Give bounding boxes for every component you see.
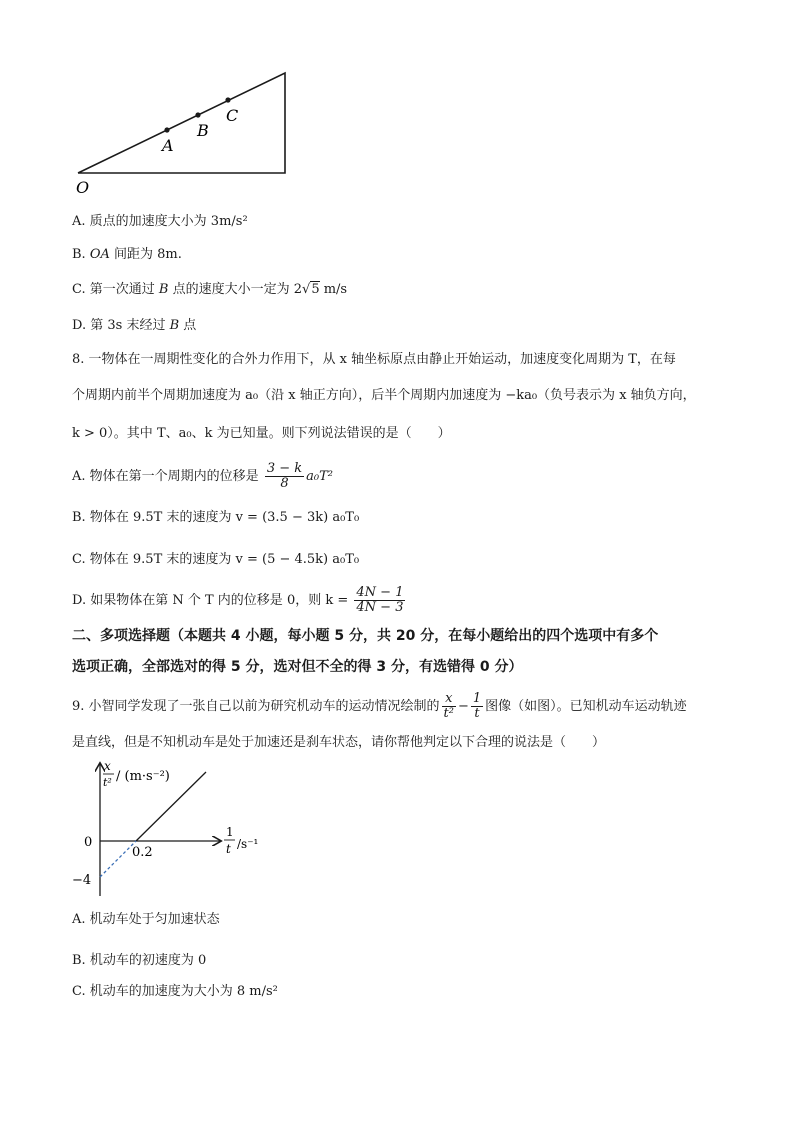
incline-figure bbox=[70, 66, 300, 198]
q8-option-a bbox=[72, 460, 333, 494]
option-text: 机动车的加速度为大小为 8 m/s² bbox=[89, 984, 278, 999]
x-label-den: t bbox=[226, 842, 231, 856]
label-o: O bbox=[76, 178, 90, 197]
y-label-den: t² bbox=[103, 776, 112, 789]
option-text: 机动车的初速度为 0 bbox=[89, 953, 207, 968]
x-label-unit: /s⁻¹ bbox=[237, 837, 259, 851]
label-a: A bbox=[162, 136, 174, 155]
option-letter: D. bbox=[72, 593, 87, 608]
variable: OA bbox=[89, 247, 110, 262]
option-letter: D. bbox=[72, 318, 87, 333]
section-heading-line2: 选项正确，全部选对的得 5 分，选对但不全的得 3 分，有选错得 0 分） bbox=[72, 659, 523, 675]
q8-stem-line1: 8. 一物体在一周期性变化的合外力作用下，从 x 轴坐标原点由静止开始运动，加速度变化周期为 T，在每 bbox=[72, 352, 676, 367]
q9-option-c bbox=[72, 982, 278, 1002]
origin-label: 0 bbox=[84, 835, 93, 850]
fraction: $\frac{1}{t}$ bbox=[472, 691, 482, 721]
label-b: B bbox=[197, 121, 209, 140]
option-letter: B. bbox=[72, 510, 86, 525]
option-text: 间距为 8m. bbox=[109, 247, 182, 262]
option-text: a₀T² bbox=[306, 469, 333, 484]
option-letter: A. bbox=[72, 469, 86, 484]
point-b bbox=[195, 112, 200, 117]
point-c bbox=[225, 97, 230, 102]
xt-graph bbox=[70, 756, 270, 901]
fraction: $\frac{4N - 1}{4N - 3}$ bbox=[356, 585, 404, 615]
option-text: 机动车处于匀加速状态 bbox=[89, 912, 220, 927]
option-letter: A. bbox=[72, 214, 86, 229]
unit: m/s bbox=[319, 282, 348, 297]
q8-stem-line3: k > 0）。其中 T、a₀、k 为已知量。则下列说法错误的是（ ） bbox=[72, 426, 451, 441]
variable: B bbox=[158, 282, 169, 297]
q8-option-d bbox=[72, 584, 407, 618]
x-intercept-label: 0.2 bbox=[132, 845, 153, 860]
option-text: 质点的加速度大小为 3m/s² bbox=[89, 214, 248, 229]
stem-text: 图像（如图）。已知机动车运动轨迹 bbox=[485, 699, 687, 714]
q9-option-a bbox=[72, 910, 220, 930]
fraction: $\frac{x}{\text{t²}}$ bbox=[443, 691, 454, 721]
section-heading-line1: 二、多项选择题（本题共 4 小题，每小题 5 分，共 20 分，在每小题给出的四个选项中有多个 bbox=[72, 628, 659, 644]
y-label-num: x bbox=[104, 759, 111, 773]
sqrt-value: 5 bbox=[311, 282, 320, 297]
variable: B bbox=[169, 318, 180, 333]
stem-text: 9. 小智同学发现了一张自己以前为研究机动车的运动情况绘制的 bbox=[72, 699, 440, 714]
option-letter: C. bbox=[72, 984, 86, 999]
minus-sign: − bbox=[457, 699, 469, 714]
q9-stem-line1 bbox=[72, 690, 687, 724]
option-text: 物体在第一个周期内的位移是 bbox=[89, 469, 259, 484]
y-intercept-label: −4 bbox=[72, 873, 92, 888]
q8-stem-line2: 个周期内前半个周期加速度为 a₀（沿 x 轴正方向），后半个周期内加速度为 −ka₀（负号表示为 x 轴负方向， bbox=[72, 388, 696, 403]
q8-option-b bbox=[72, 508, 359, 528]
option-letter: C. bbox=[72, 282, 86, 297]
option-letter: B. bbox=[72, 247, 86, 262]
q7-option-b bbox=[72, 245, 182, 265]
q9-stem-line2: 是直线，但是不知机动车是处于加速还是刹车状态，请你帮他判定以下合理的说法是（ ） bbox=[72, 735, 606, 750]
option-text: 第一次通过 bbox=[89, 282, 159, 297]
option-text: 物体在 9.5T 末的速度为 v = (3.5 − 3k) a₀T₀ bbox=[89, 510, 360, 525]
dashed-extension bbox=[100, 841, 136, 877]
q7-option-d bbox=[72, 316, 196, 336]
q9-option-b bbox=[72, 951, 206, 971]
q7-option-a bbox=[72, 212, 248, 232]
option-letter: B. bbox=[72, 953, 86, 968]
label-c: C bbox=[226, 106, 239, 125]
x-label-num: 1 bbox=[226, 825, 234, 839]
q7-option-c: C. 第一次通过 B 点的速度大小一定为 2√5 m/s bbox=[72, 282, 348, 297]
option-text: 如果物体在第 N 个 T 内的位移是 0，则 k = bbox=[90, 593, 349, 608]
option-text: 点的速度大小一定为 2 bbox=[168, 282, 303, 297]
point-a bbox=[164, 127, 169, 132]
option-letter: A. bbox=[72, 912, 86, 927]
option-text: 物体在 9.5T 末的速度为 v = (5 − 4.5k) a₀T₀ bbox=[89, 552, 360, 567]
q8-option-c bbox=[72, 550, 359, 570]
option-text: 第 3s 末经过 bbox=[90, 318, 170, 333]
y-label-unit: / (m·s⁻²) bbox=[116, 769, 170, 784]
option-text: 点 bbox=[179, 318, 197, 333]
fraction: $\frac{3 - k}{8}$ bbox=[266, 461, 303, 491]
option-letter: C. bbox=[72, 552, 86, 567]
